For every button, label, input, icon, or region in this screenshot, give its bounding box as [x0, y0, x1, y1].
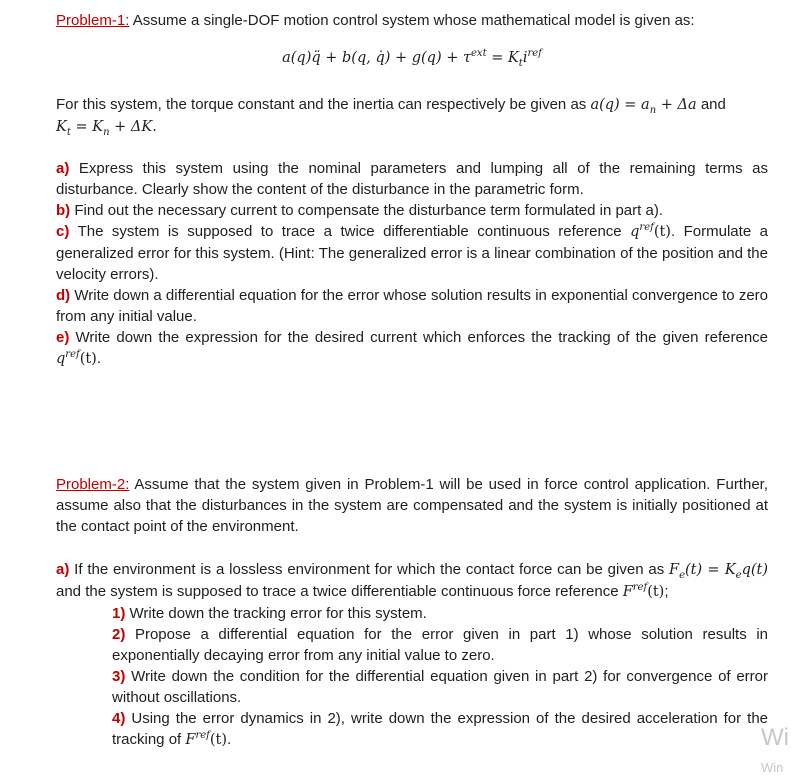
- p2-item-a: [56, 559, 768, 603]
- item-e-q: q: [56, 351, 66, 367]
- watermark-line1: Wi: [761, 724, 789, 751]
- p2-sub-2: [56, 624, 768, 666]
- item-b-label: b): [56, 202, 71, 219]
- p2-item-a-end: ;: [664, 583, 669, 600]
- inertia-expr: a(q) = a: [590, 97, 650, 113]
- p2-sub-4-text: Using the error dynamics in 2), write down the expression of the desired acceleration for the tracking of: [112, 710, 769, 748]
- inertia-tail: + Δa: [656, 97, 697, 113]
- problem2-items: [56, 559, 768, 751]
- p2-fref-t: (t): [647, 584, 665, 600]
- item-e-t: (t): [79, 351, 97, 367]
- item-e-end: .: [96, 350, 102, 367]
- problem1-title: Problem-1:: [56, 12, 130, 29]
- p2-item-a-label: a): [56, 561, 70, 578]
- p2-sub-4-end: .: [227, 731, 232, 748]
- parameters-and: and: [696, 96, 726, 113]
- problem1-parameters: [56, 94, 768, 138]
- p2-fref-sup: ref: [632, 582, 648, 594]
- problem1-items: [56, 158, 768, 370]
- problem2-title: Problem-2:: [56, 476, 130, 493]
- p2-force-mid: (t) = K: [685, 562, 736, 578]
- torque-sub2: n: [103, 126, 110, 138]
- p2-sub-3-num: 3): [112, 668, 126, 685]
- p2-force-sub: e: [679, 569, 686, 581]
- item-d-label: d): [56, 287, 71, 304]
- problem2-intro-text: Assume that the system given in Problem-1 will be used in force control application. Further, assume also that the disturbances in the system are compensated and the system is initially positioned at the contact point of the environment.: [56, 476, 768, 535]
- item-e: [56, 327, 768, 370]
- watermark-line2: Win: [761, 760, 784, 775]
- p2-sub-2-num: 2): [112, 626, 126, 643]
- item-a: [56, 158, 768, 200]
- p2-item-a-text2: and the system is supposed to trace a twice differentiable continuous force reference: [56, 583, 623, 600]
- item-b: [56, 200, 768, 221]
- p2-force-F: F: [669, 562, 680, 578]
- item-d-text: Write down a differential equation for the error whose solution results in exponential convergence to zero from any initial value.: [56, 287, 768, 325]
- problem2-intro: [56, 474, 768, 537]
- item-a-text: Express this system using the nominal parameters and lumping all of the remaining terms as disturbance. Clearly show the content of the disturbance in the parametric form.: [56, 160, 768, 198]
- p2-sub-2-text: Propose a differential equation for the error given in part 1) whose solution results in exponentially decaying error from any initial value to zero.: [112, 626, 768, 664]
- item-c-ref: ref: [639, 222, 654, 234]
- p2-sub-3: [56, 666, 768, 708]
- p2-sub-1-num: 1): [112, 605, 126, 622]
- item-a-label: a): [56, 160, 70, 177]
- p2-sub-4: [56, 708, 768, 751]
- p2-force-ksub: e: [735, 569, 742, 581]
- equation-equals: = K: [486, 50, 519, 66]
- item-e-ref: ref: [65, 349, 80, 361]
- problem1-intro: [56, 10, 768, 31]
- item-e-label: e): [56, 329, 70, 346]
- p2-sub-3-text: Write down the condition for the differential equation given in part 2) for convergence of error without oscillations.: [112, 668, 769, 706]
- equation-sup-ref: ref: [527, 48, 542, 60]
- item-e-text: Write down the expression for the desired current which enforces the tracking of the given reference: [75, 329, 768, 346]
- p2-sub-4-sup: ref: [195, 730, 210, 742]
- equation-sup-ext: ext: [471, 48, 487, 60]
- item-c-q: q: [630, 224, 640, 240]
- torque-mid: = K: [70, 119, 104, 135]
- inertia-sub: n: [649, 104, 657, 116]
- p2-sub-4-t: (t): [209, 732, 227, 748]
- p2-sub-1: [56, 603, 768, 624]
- p2-sub-1-text: Write down the tracking error for this system.: [129, 605, 427, 622]
- torque-expr: K: [56, 119, 67, 135]
- item-c-text2: . Formulate a generalized error for this system. (Hint: The generalized error is a linear combination of the position and the velocity errors).: [56, 223, 768, 283]
- parameters-text: For this system, the torque constant and the inertia can respectively be given as: [56, 96, 591, 113]
- p2-fref-F: F: [622, 584, 633, 600]
- equation-lhs: a(q)q̈ + b(q, q̇) + g(q) + τ: [282, 50, 472, 66]
- item-d: [56, 285, 768, 327]
- torque-tail: + ΔK.: [109, 119, 157, 135]
- p2-sub-4-num: 4): [112, 710, 126, 727]
- p2-force-tail: q(t): [741, 562, 769, 578]
- equation-sub-t: t: [518, 57, 523, 69]
- p2-sub-4-F: F: [185, 732, 196, 748]
- item-c-text1: The system is supposed to trace a twice differentiable continuous reference: [77, 223, 631, 240]
- p2-item-a-text1: If the environment is a lossless environment for which the contact force can be given as: [74, 561, 665, 578]
- item-b-text: Find out the necessary current to compensate the disturbance term formulated in part a).: [74, 202, 663, 219]
- torque-sub: t: [66, 126, 71, 138]
- item-c: [56, 221, 768, 285]
- item-c-label: c): [56, 223, 70, 240]
- item-c-t: (t): [653, 224, 671, 240]
- equation-i: i: [522, 50, 528, 66]
- problem1-equation: [56, 48, 768, 69]
- problem1-intro-text: Assume a single-DOF motion control system whose mathematical model is given as:: [132, 12, 695, 29]
